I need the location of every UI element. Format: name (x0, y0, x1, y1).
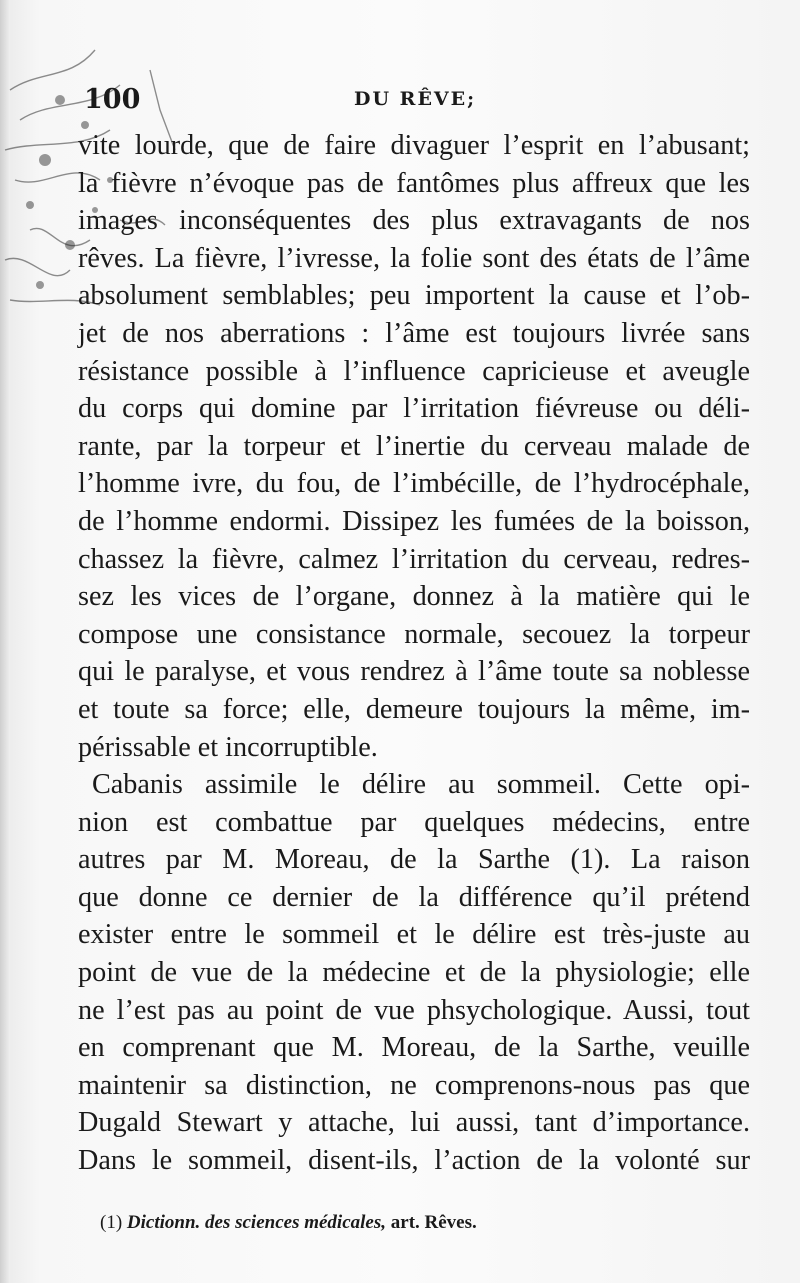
text-line: absolument semblables; peu importent la cause et l’ob- (78, 280, 750, 312)
text-line: sez les vices de l’organe, donnez à la matière qui le (78, 581, 750, 613)
text-line: vite lourde, que de faire divaguer l’esprit en l’abusant; (78, 130, 750, 161)
text-line: et toute sa force; elle, demeure toujours la même, im- (78, 693, 750, 725)
text-line: jet de nos aberrations : l’âme est toujours livrée sans (78, 317, 750, 349)
text-line: ne l’est pas au point de vue phsychologique. Aussi, tout (78, 994, 750, 1026)
text-line: exister entre le sommeil et le délire est très-juste au (78, 919, 750, 951)
text-line: du corps qui domine par l’irritation fiévreuse ou déli- (78, 393, 750, 425)
text-line: nion est combattue par quelques médecins, entre (78, 806, 750, 838)
text-line: compose une consistance normale, secouez la torpeur (78, 618, 750, 650)
text-line: en comprenant que M. Moreau, de la Sarthe, veuille (78, 1032, 750, 1064)
page-number: 100 (84, 84, 141, 115)
text-line: l’homme ivre, du fou, de l’imbécille, de l’hydrocéphale, (78, 468, 750, 500)
text-line: la fièvre n’évoque pas de fantômes plus affreux que les (78, 167, 750, 199)
text-line: périssable et incorruptible. (78, 731, 378, 763)
text-line: rante, par la torpeur et l’inertie du cerveau malade de (78, 430, 750, 462)
page-gutter-shadow (0, 0, 10, 1283)
text-line: maintenir sa distinction, ne comprenons-nous pas que (78, 1069, 750, 1101)
paragraph-first-line: Cabanis assimile le délire au sommeil. Cette opi- (92, 769, 750, 801)
text-line: que donne ce dernier de la différence qu’il prétend (78, 881, 750, 913)
footnote-marker: (1) (100, 1212, 123, 1233)
text-line: de l’homme endormi. Dissipez les fumées de la boisson, (78, 505, 750, 537)
text-line: résistance possible à l’influence capricieuse et aveugle (78, 355, 750, 387)
text-line: Dans le sommeil, disent-ils, l’action de la volonté sur (78, 1145, 750, 1177)
text-line: chassez la fièvre, calmez l’irritation du cerveau, redres- (78, 543, 750, 575)
text-line: Dugald Stewart y attache, lui aussi, tant d’importance. (78, 1107, 750, 1139)
footnote (100, 1212, 477, 1234)
text-line: qui le paralyse, et vous rendrez à l’âme toute sa noblesse (78, 656, 750, 688)
text-line: images inconséquentes des plus extravagants de nos (78, 205, 750, 237)
text-line: point de vue de la médecine et de la physiologie; elle (78, 957, 750, 989)
text-line: rêves. La fièvre, l’ivresse, la folie sont des états de l’âme (78, 242, 750, 274)
body-text (78, 127, 750, 1180)
running-head-title: DU RÊVE; (354, 88, 477, 110)
footnote-source-title: Dictionn. des sciences médicales, (126, 1212, 387, 1233)
running-header (78, 84, 750, 120)
text-line: autres par M. Moreau, de la Sarthe (1). La raison (78, 844, 750, 876)
footnote-reference: art. Rêves. (390, 1212, 477, 1233)
